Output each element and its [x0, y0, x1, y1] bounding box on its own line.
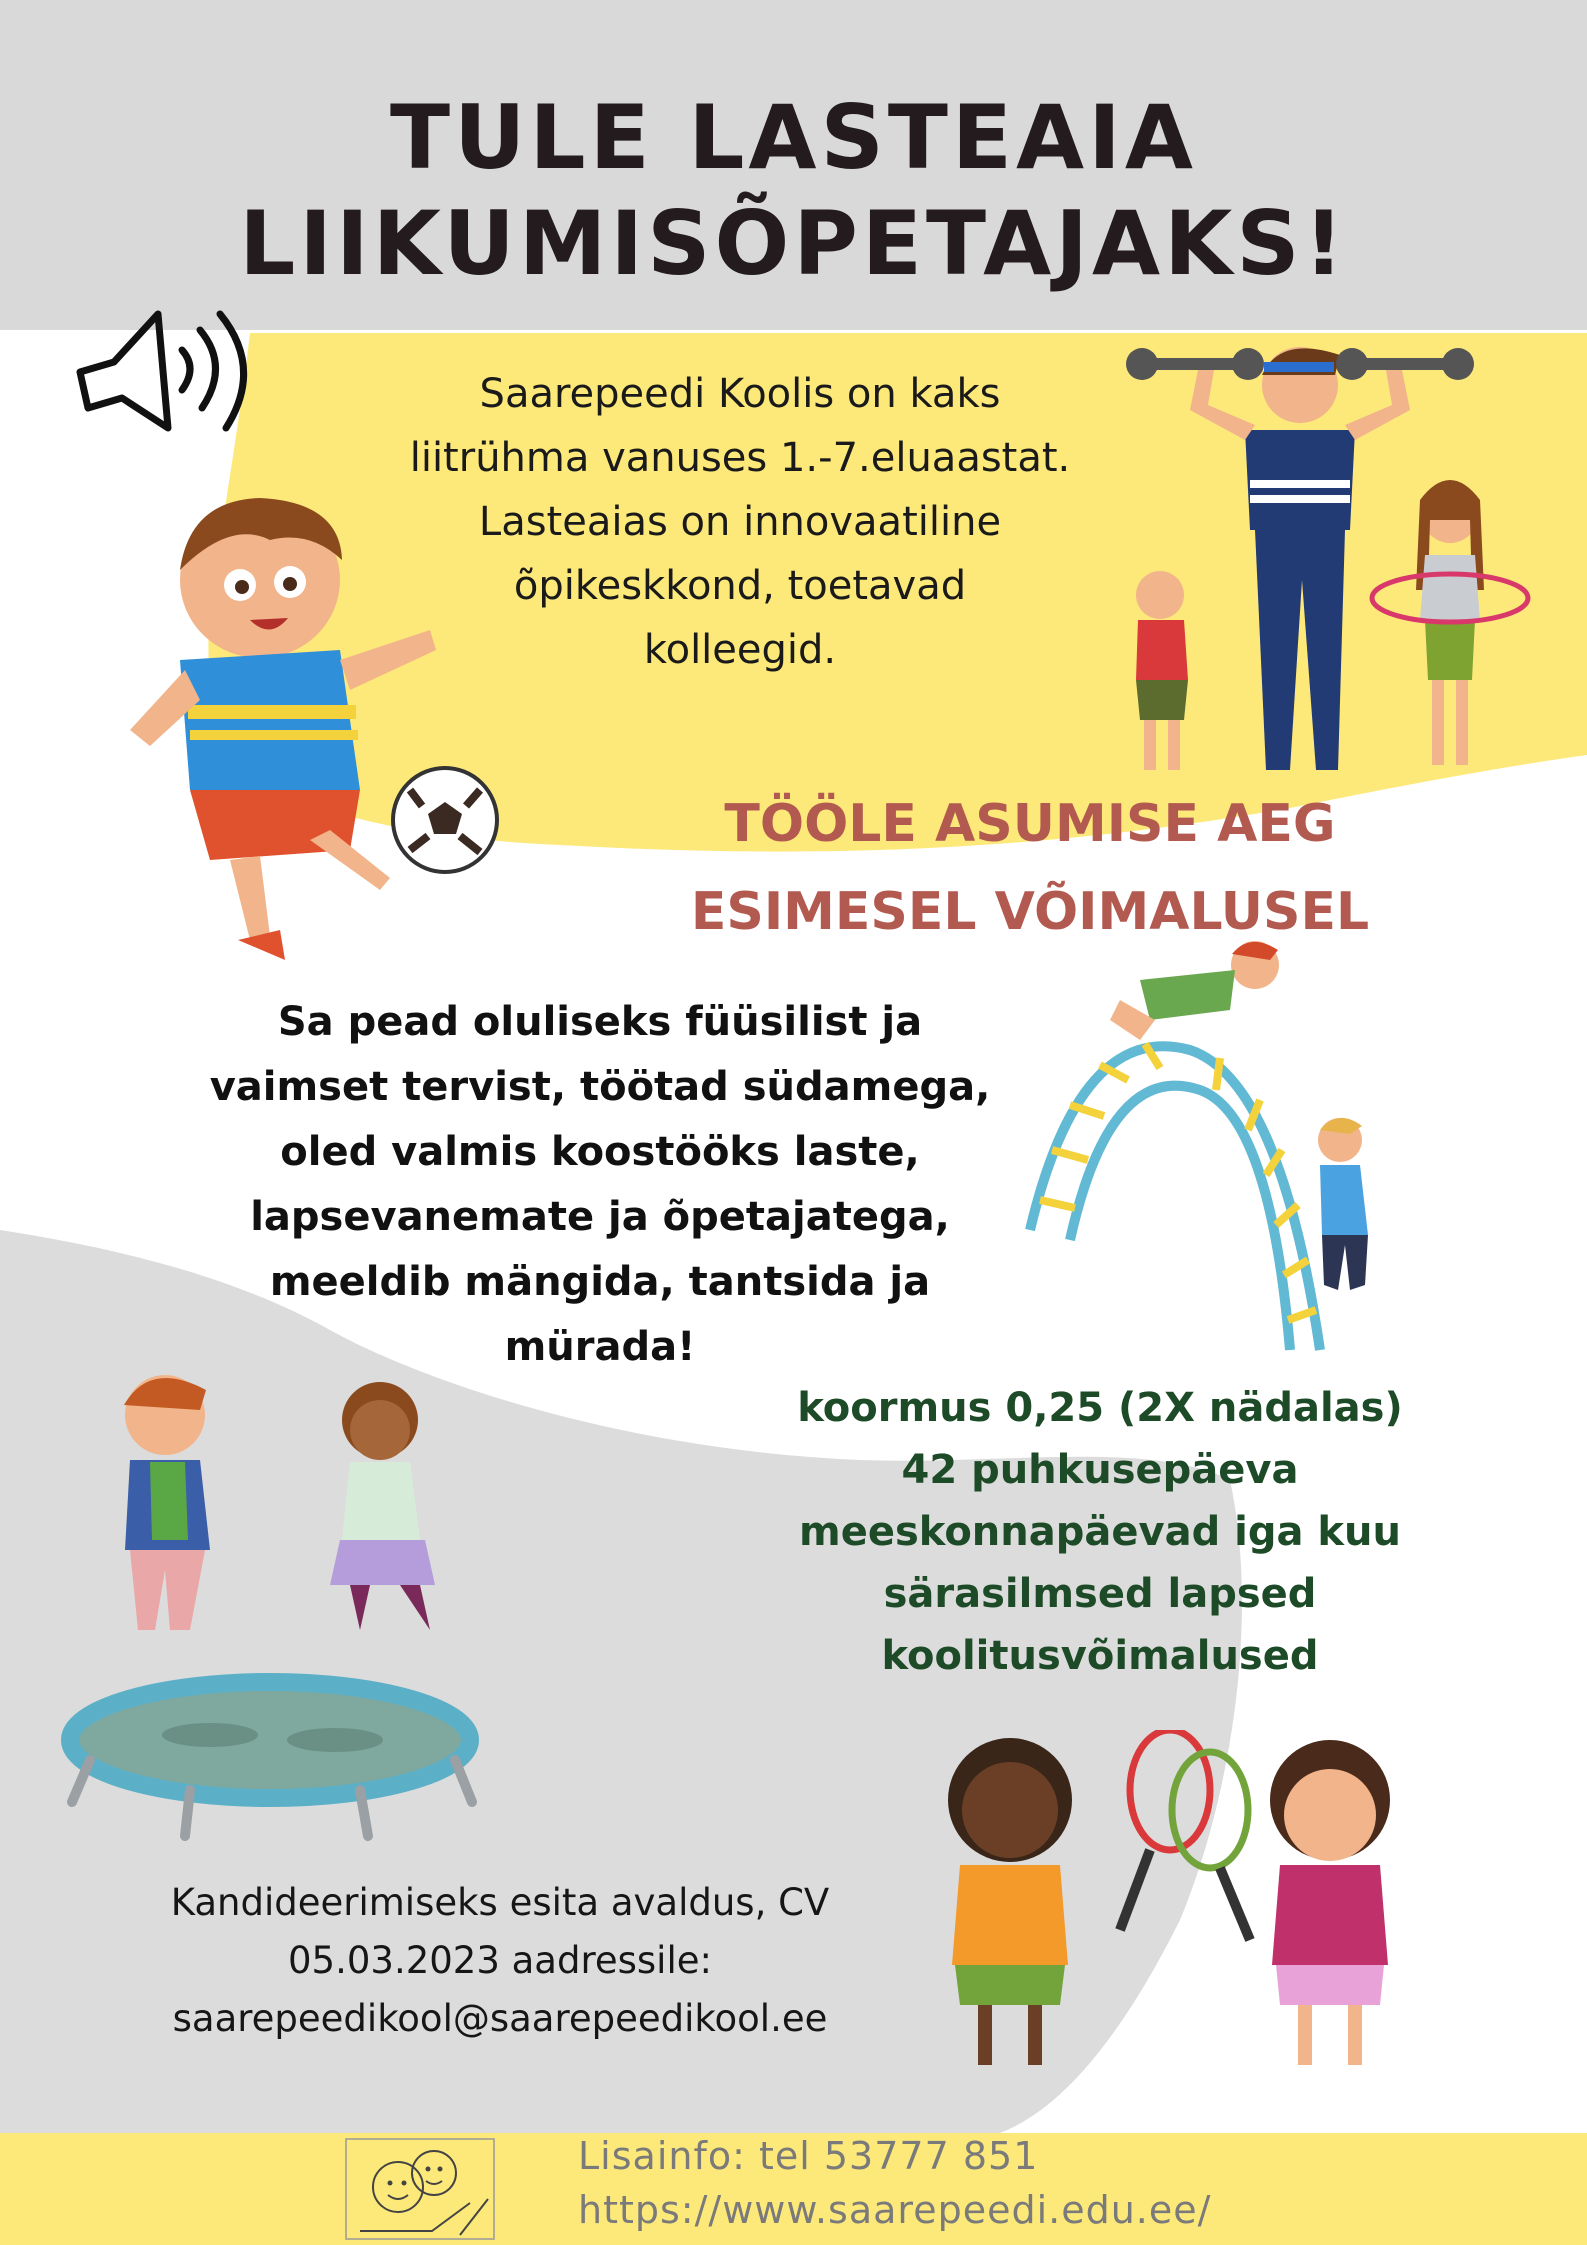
perk-item: koormus 0,25 (2X nädalas) [797, 1385, 1403, 1431]
requirements-line: lapsevanemate ja õpetajatega, [250, 1194, 950, 1240]
start-time-line: TÖÖLE ASUMISE AEG [724, 794, 1336, 854]
school-logo [340, 2137, 500, 2242]
intro-line: õpikeskkond, toetavad [513, 563, 967, 609]
apply-line: Kandideerimiseks esita avaldus, CV [170, 1881, 830, 1924]
tennis-kids-illustration [920, 1730, 1440, 2080]
title-line-2: LIIKUMISÕPETAJAKS! [239, 192, 1348, 295]
intro-line: kolleegid. [643, 627, 837, 673]
perk-item: 42 puhkusepäeva [901, 1447, 1299, 1493]
intro-line: Saarepeedi Koolis on kaks [479, 371, 1001, 417]
requirements-line: mürada! [504, 1324, 696, 1370]
requirements-line: oled valmis koostööks laste, [280, 1129, 920, 1175]
perk-item: koolitusvõimalused [881, 1633, 1319, 1679]
perks-list [720, 1377, 1480, 1687]
start-time-heading [600, 780, 1460, 956]
start-time-line: ESIMESEL VÕIMALUSEL [690, 882, 1370, 942]
speaker-icon [70, 300, 260, 460]
intro-line: Lasteaias on innovaatiline [478, 499, 1002, 545]
apply-line: 05.03.2023 aadressile: [288, 1939, 712, 1982]
footer-phone: Lisainfo: tel 53777 851 [578, 2134, 1039, 2178]
requirements-line: Sa pead oluliseks füüsilist ja [277, 999, 923, 1045]
footer-url[interactable]: https://www.saarepeedi.edu.ee/ [578, 2188, 1212, 2232]
intro-text [330, 362, 1150, 682]
trampoline-kids-illustration [60, 1350, 500, 1850]
requirements-text [150, 990, 1050, 1380]
requirements-line: vaimset tervist, töötad südamega, [209, 1064, 991, 1110]
perk-item: särasilmsed lapsed [883, 1571, 1317, 1617]
application-info [100, 1874, 900, 2048]
climbing-arch-illustration [1020, 940, 1440, 1360]
perk-item: meeskonnapäevad iga kuu [799, 1509, 1401, 1555]
title-line-1: TULE LASTEAIA [390, 86, 1197, 189]
intro-line: liitrühma vanuses 1.-7.eluaastat. [409, 435, 1071, 481]
apply-email[interactable]: saarepeedikool@saarepeedikool.ee [172, 1997, 828, 2040]
requirements-line: meeldib mängida, tantsida ja [269, 1259, 931, 1305]
